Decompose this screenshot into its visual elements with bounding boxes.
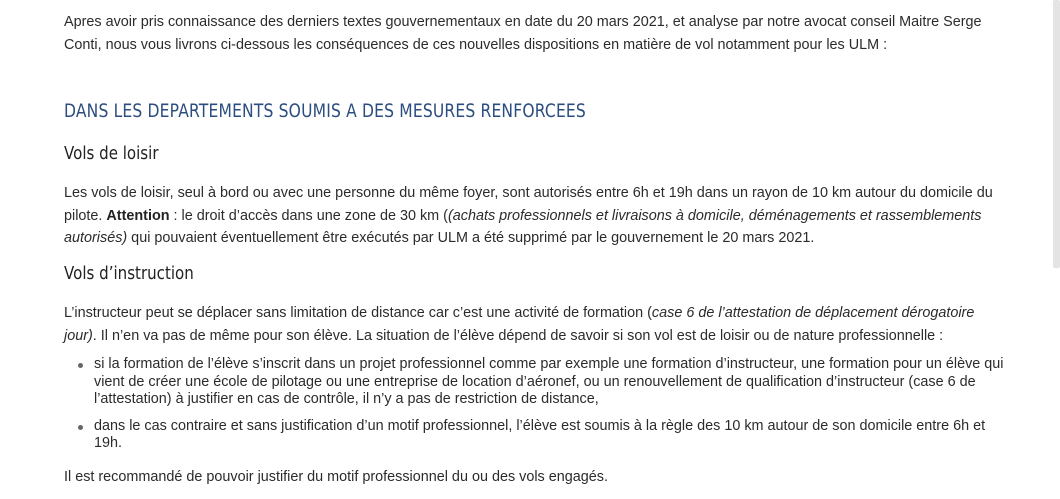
final-paragraph: Il est recommandé de pouvoir justifier du motif professionnel du ou des vols engagés. <box>64 469 608 485</box>
list-item <box>64 356 1004 409</box>
instruction-paragraph <box>64 302 1004 347</box>
list-item <box>64 418 1004 453</box>
list-item-text: dans le cas contraire et sans justification d’un motif professionnel, l’élève est soumis à la règle des 10 km autour de son domicile entre 6h et 19h. <box>94 417 986 452</box>
section-heading: DANS LES DEPARTEMENTS SOUMIS A DES MESURES RENFORCEES <box>64 101 586 122</box>
instruction-italic-note: case 6 de l’attestation de déplacement dérogatoire jour) <box>64 305 975 344</box>
heading-vols-instruction: Vols d’instruction <box>64 264 194 284</box>
page-scrollbar[interactable] <box>1053 0 1060 268</box>
loisir-text-mid: : le droit d’accès dans une zone de 30 km ( <box>169 207 448 224</box>
instruction-text-end: . Il n’en va pas de même pour son élève. La situation de l’élève dépend de savoir si son vol est de loisir ou de nature professionnelle : <box>92 327 944 344</box>
instruction-text-start: L’instructeur peut se déplacer sans limitation de distance car c’est une activité de formation ( <box>64 305 652 321</box>
heading-vols-de-loisir: Vols de loisir <box>64 144 159 164</box>
loisir-paragraph <box>64 182 1004 250</box>
list-item-text: si la formation de l’élève s’inscrit dans un projet professionnel comme par exemple une formation d’instructeur, une formation pour un élève qui vient de créer une école de pilotage ou une entreprise de location d’aéronef, ou un renouvellement de qualification d’instructeur (case 6 de l’attestation) à justifier en cas de contrôle, il n’y a pas de restriction de distance, <box>94 356 1004 408</box>
instruction-bullet-list <box>64 356 1004 462</box>
loisir-text-start: Les vols de loisir, seul à bord ou avec une personne du même foyer, sont autorisés entre 6h et 19h dans un rayon de 10 km autour du domicile du pilote. <box>64 185 993 224</box>
intro-paragraph: Apres avoir pris connaissance des derniers textes gouvernementaux en date du 20 mars 2021, et analyse par notre avocat conseil Maitre Serge Conti, nous vous livrons ci-dessous les conséquences de ces nouvelles dispositions en matière de vol notamment pour les ULM : <box>64 14 982 53</box>
loisir-italic-note: (achats professionnels et livraisons à domicile, déménagements et rassemblements autorisés) <box>64 207 982 247</box>
bullet-icon <box>78 363 83 368</box>
attention-label: Attention <box>106 207 170 224</box>
loisir-text-end: qui pouvaient éventuellement être exécutés par ULM a été supprimé par le gouvernement le 20 mars 2021. <box>127 230 815 247</box>
bullet-icon <box>78 425 83 430</box>
